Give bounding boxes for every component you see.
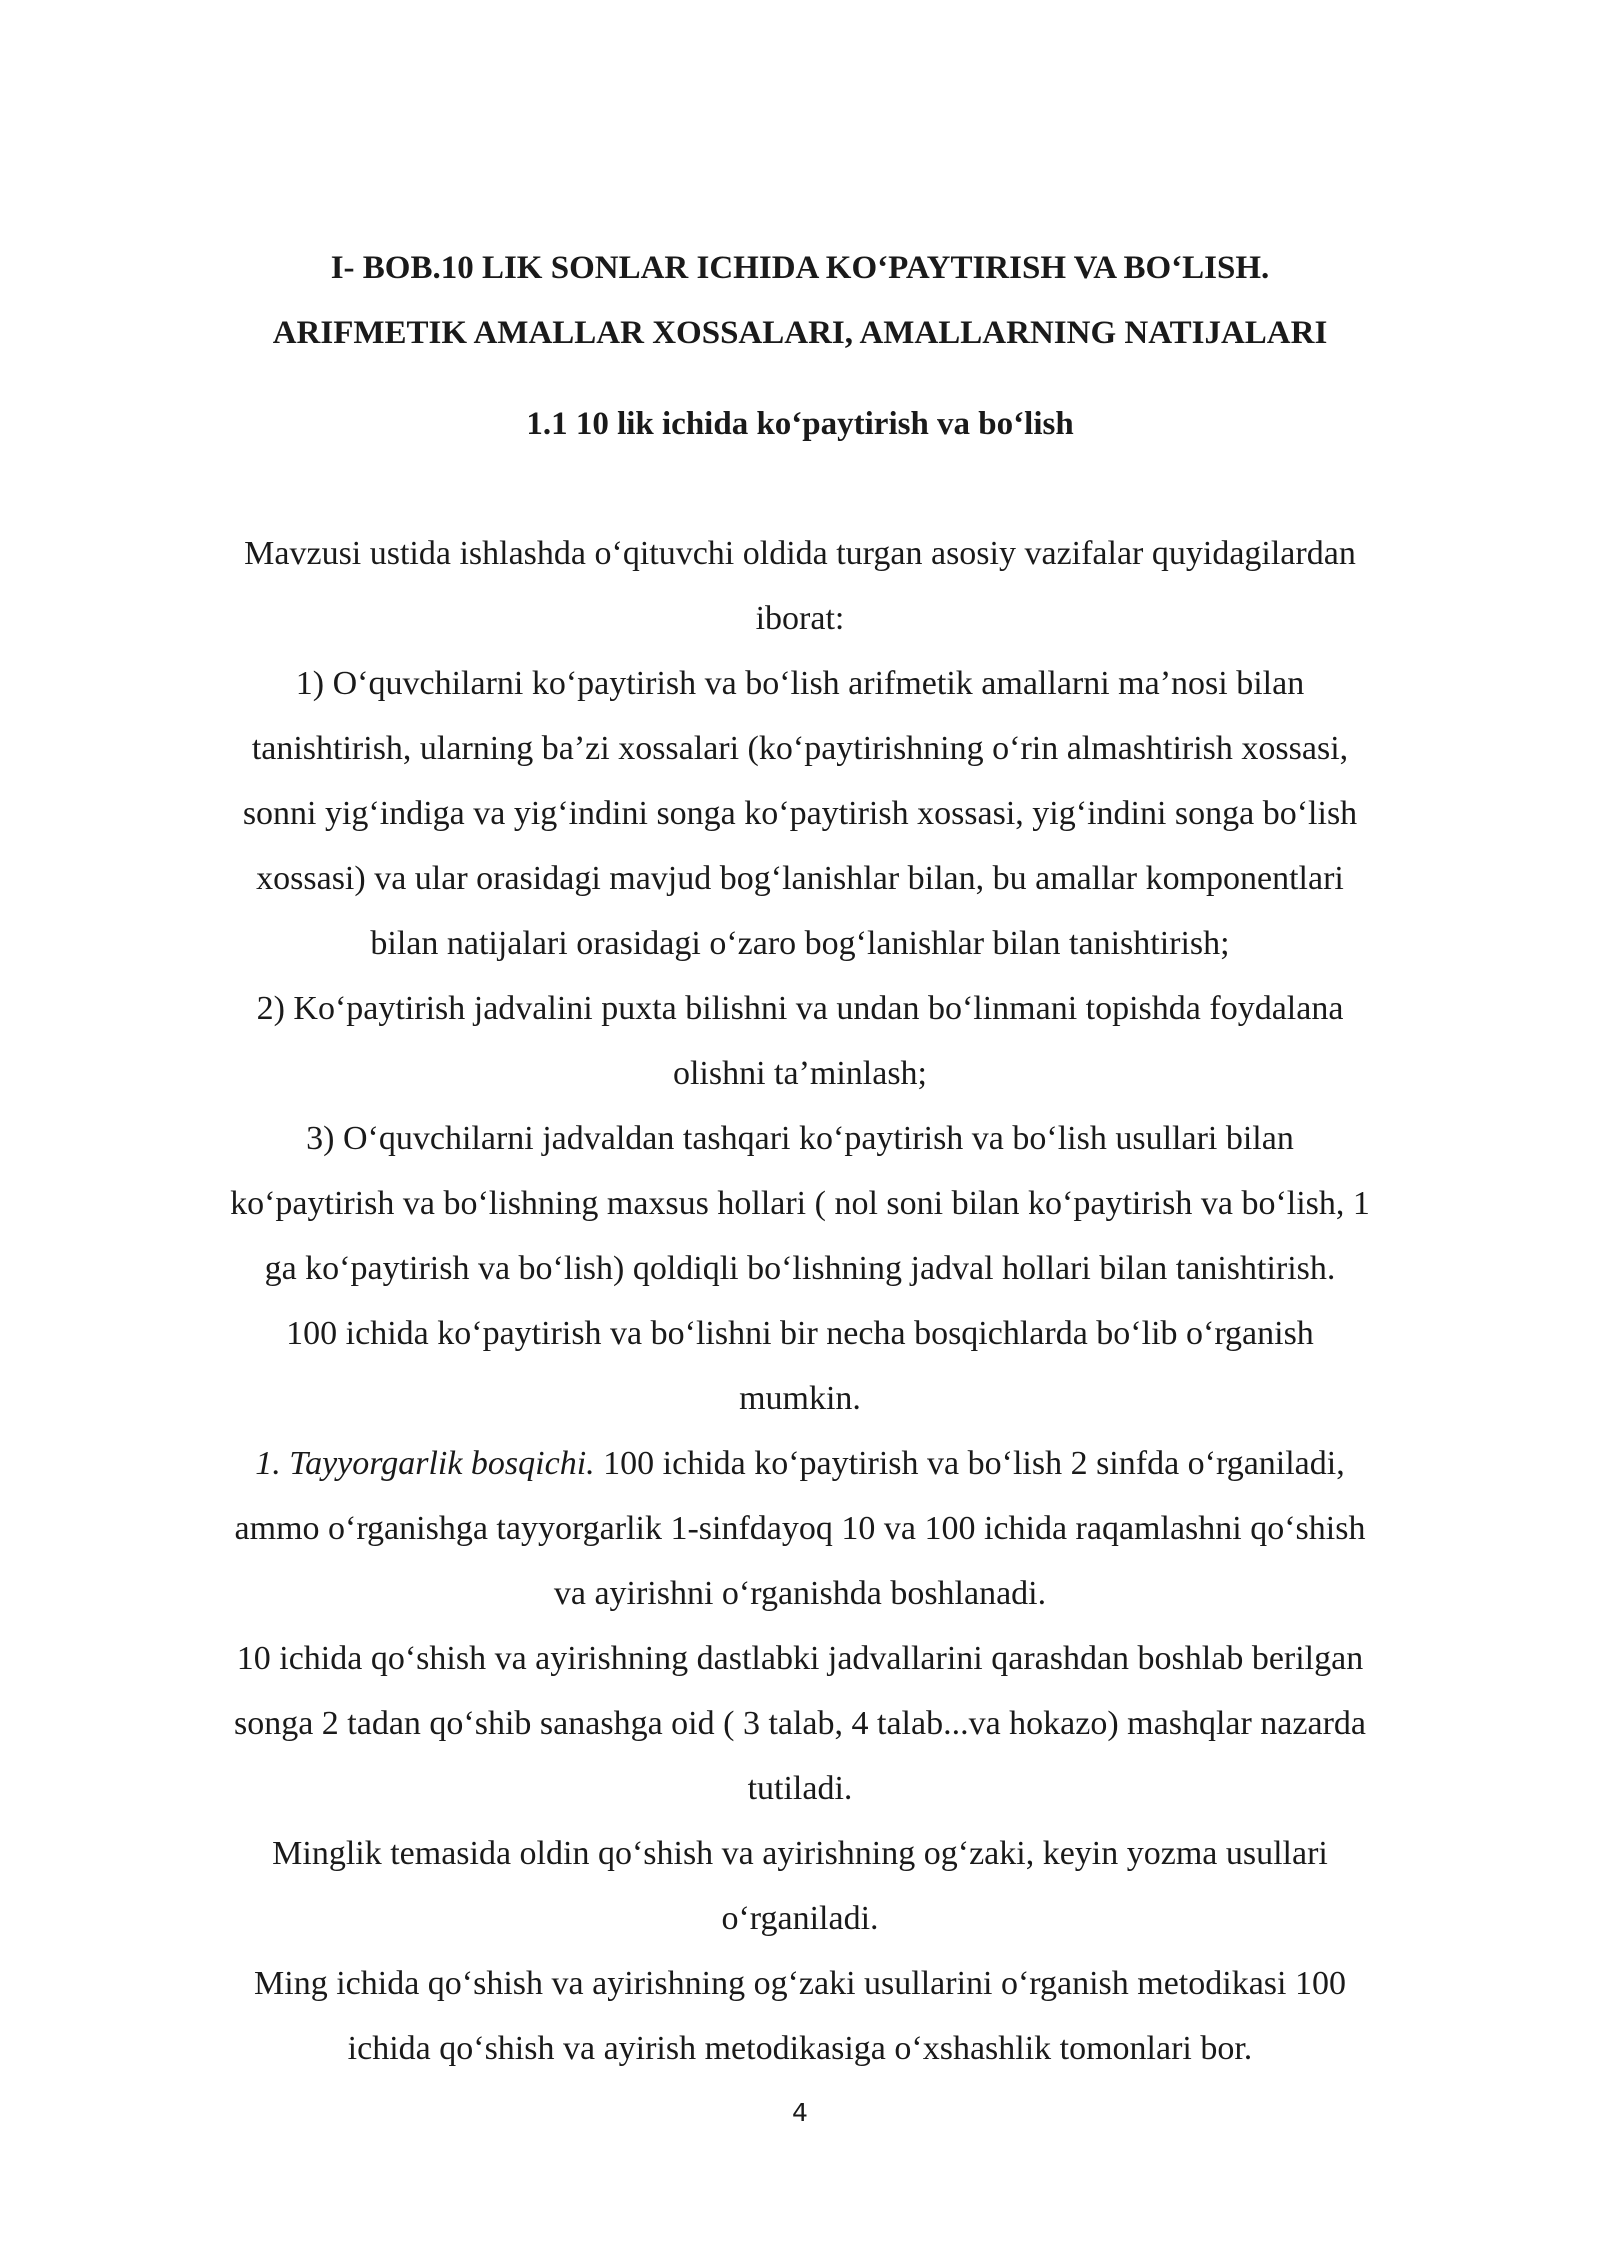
- paragraph-addition-tables: 10 ichida qoʻshish va ayirishning dastlabki jadvallarini qarashdan boshlab berilgan songa 2 tadan qoʻshib sanashga oid ( 3 talab, 4 talab...va hokazo) mashqlar nazarda tutiladi.: [233, 1640, 1366, 1807]
- body-text: [222, 521, 1378, 2081]
- paragraph-task-1: 1) Oʻquvchilarni koʻpaytirish va boʻlish arifmetik amallarni maʼnosi bilan tanishtirish, ularning baʼzi xossalari (koʻpaytirishning oʻrin almashtirish xossasi, sonni yigʻindiga va yigʻindini songa koʻpaytirish xossasi, yigʻindini songa boʻlish xossasi) va ular orasidagi mavjud bogʻlanishlar bilan, bu amallar komponentlari bilan natijalari orasidagi oʻzaro bogʻlanishlar bilan tanishtirish;: [242, 665, 1358, 962]
- paragraph-thousand-topic: Minglik temasida oldin qoʻshish va ayirishning ogʻzaki, keyin yozma usullari oʻrganiladi.: [272, 1835, 1328, 1937]
- chapter-title: [220, 236, 1380, 366]
- section-title: 1.1 10 lik ichida koʻpaytirish va boʻlish: [526, 406, 1074, 442]
- paragraph-stages-intro: 100 ichida koʻpaytirish va boʻlishni bir necha bosqichlarda boʻlib oʻrganish mumkin.: [286, 1315, 1314, 1417]
- stage-1-text: 100 ichida koʻpaytirish va boʻlish 2 sinfda oʻrganiladi, ammo oʻrganishga tayyorgarlik 1-sinfdayoq 10 va 100 ichida raqamlashni qoʻshish va ayirishni oʻrganishda boshlanadi.: [234, 1445, 1366, 1612]
- chapter-title-line-2: ARIFMETIK AMALLAR XOSSALARI, AMALLARNING NATIJALARI: [272, 315, 1328, 351]
- paragraph-task-2: 2) Koʻpaytirish jadvalini puxta bilishni va undan boʻlinmani topishda foydalana olishni taʼminlash;: [256, 990, 1344, 1092]
- paragraph-intro: Mavzusi ustida ishlashda oʻqituvchi oldida turgan asosiy vazifalar quyidagilardan iborat:: [244, 535, 1356, 637]
- paragraph-task-3: 3) Oʻquvchilarni jadvaldan tashqari koʻpaytirish va boʻlish usullari bilan koʻpaytirish va boʻlishning maxsus hollari ( nol soni bilan koʻpaytirish va boʻlish, 1 ga koʻpaytirish va boʻlish) qoldiqli boʻlishning jadval hollari bilan tanishtirish.: [230, 1120, 1370, 1287]
- stage-1-lead: 1. Tayyorgarlik bosqichi.: [255, 1445, 595, 1482]
- paragraph-methodology: Ming ichida qoʻshish va ayirishning ogʻzaki usullarini oʻrganish metodikasi 100 ichida qoʻshish va ayirish metodikasiga oʻxshashlik tomonlari bor.: [254, 1965, 1346, 2067]
- page-number: 4: [792, 2098, 808, 2127]
- chapter-title-line-1: I- BOB.10 LIK SONLAR ICHIDA KOʻPAYTIRISH VA BOʻLISH.: [330, 250, 1270, 286]
- paragraph-stage-1: [222, 1431, 1378, 1626]
